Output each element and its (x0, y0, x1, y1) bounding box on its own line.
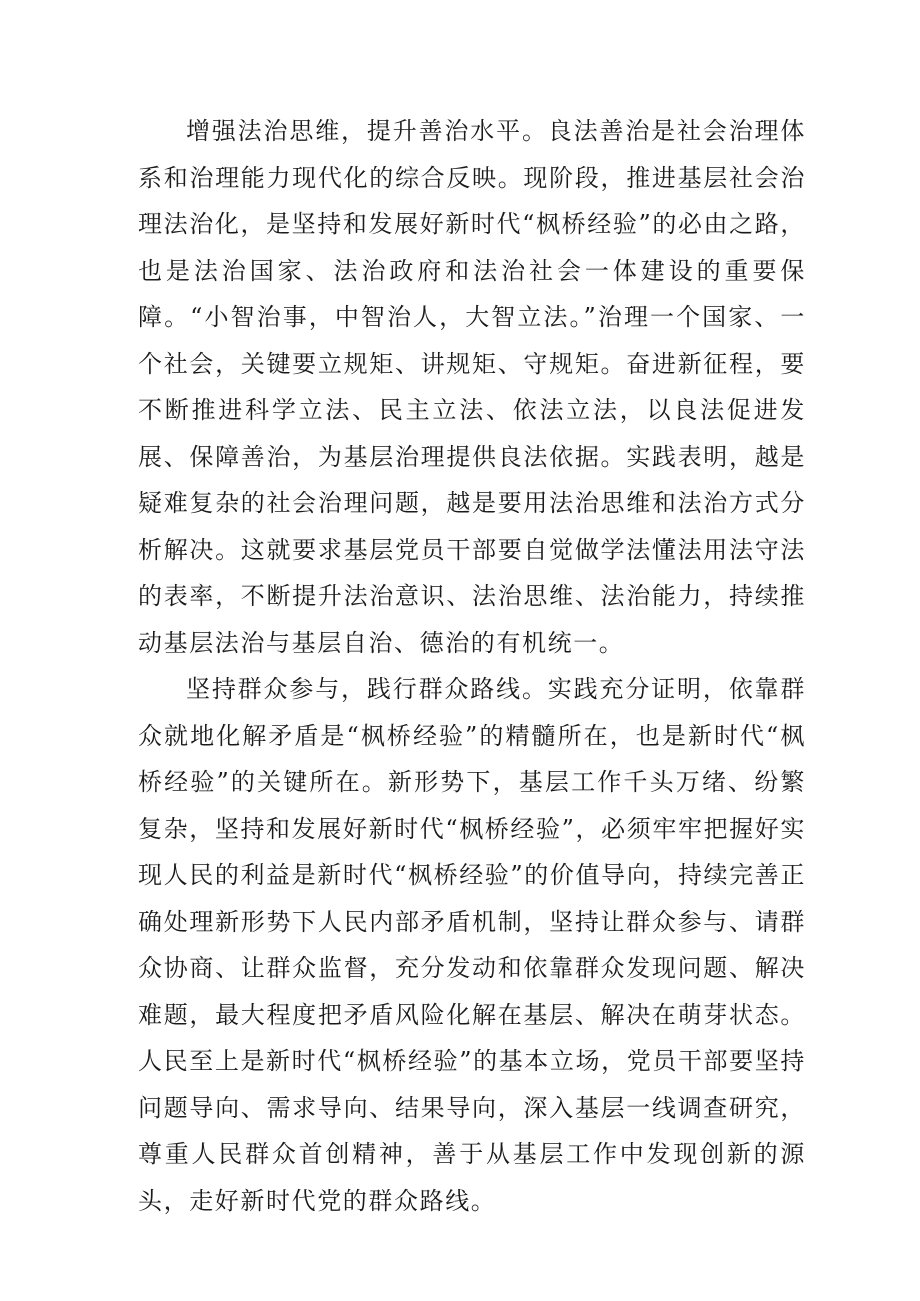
document-body (138, 108, 806, 1224)
paragraph-rule-of-law: 增强法治思维，提升善治水平。良法善治是社会治理体系和治理能力现代化的综合反映。现阶段，推进基层社会治理法治化，是坚持和发展好新时代“枫桥经验”的必由之路，也是法治国家、法治政府和法治社会一体建设的重要保障。“小智治事，中智治人，大智立法。”治理一个国家、一个社会，关键要立规矩、讲规矩、守规矩。奋进新征程，要不断推进科学立法、民主立法、依法立法，以良法促进发展、保障善治，为基层治理提供良法依据。实践表明，越是疑难复杂的社会治理问题，越是要用法治思维和法治方式分析解决。这就要求基层党员干部要自觉做学法懂法用法守法的表率，不断提升法治意识、法治思维、法治能力，持续推动基层法治与基层自治、德治的有机统一。 (138, 117, 806, 657)
paragraph-mass-participation: 坚持群众参与，践行群众路线。实践充分证明，依靠群众就地化解矛盾是“枫桥经验”的精髓所在，也是新时代“枫桥经验”的关键所在。新形势下，基层工作千头万绪、纷繁复杂，坚持和发展好新时代“枫桥经验”，必须牢牢把握好实现人民的利益是新时代“枫桥经验”的价值导向，持续完善正确处理新形势下人民内部矛盾机制，坚持让群众参与、请群众协商、让群众监督，充分发动和依靠群众发现问题、解决难题，最大程度把矛盾风险化解在基层、解决在萌芽状态。人民至上是新时代“枫桥经验”的基本立场，党员干部要坚持问题导向、需求导向、结果导向，深入基层一线调查研究，尊重人民群众首创精神，善于从基层工作中发现创新的源头，走好新时代党的群众路线。 (138, 675, 806, 1215)
